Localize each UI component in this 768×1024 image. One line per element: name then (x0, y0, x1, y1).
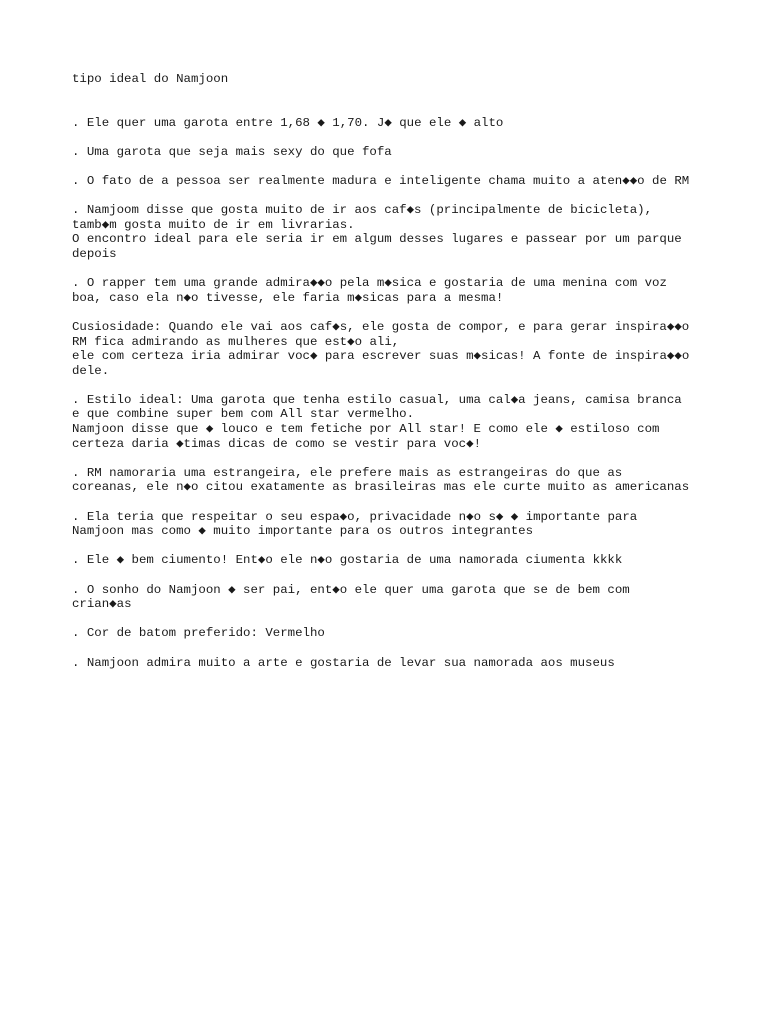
paragraph-line: . Ele quer uma garota entre 1,68 ◆ 1,70. J◆ que ele ◆ alto (72, 115, 504, 130)
paragraph (72, 393, 712, 451)
paragraph-line: . RM namoraria uma estrangeira, ele prefere mais as estrangeiras do que as (72, 465, 623, 480)
paragraph-line: tamb◆m gosta muito de ir em livrarias. (72, 217, 355, 232)
paragraph (72, 174, 712, 189)
paragraph (72, 466, 712, 495)
paragraph (72, 626, 712, 641)
paragraph-line: . Namjoon admira muito a arte e gostaria de levar sua namorada aos museus (72, 655, 615, 670)
paragraph-line: depois (72, 246, 117, 261)
document-body (72, 72, 712, 685)
paragraph-line: . Estilo ideal: Uma garota que tenha estilo casual, uma cal◆a jeans, camisa branca (72, 392, 682, 407)
paragraph-line: . Uma garota que seja mais sexy do que fofa (72, 144, 392, 159)
paragraph-line: coreanas, ele n◆o citou exatamente as brasileiras mas ele curte muito as americanas (72, 480, 690, 495)
paragraph-line: e que combine super bem com All star vermelho. (72, 407, 415, 422)
paragraph (72, 203, 712, 261)
document-title: tipo ideal do Namjoon (72, 72, 229, 86)
paragraph-line: . Cor de batom preferido: Vermelho (72, 626, 325, 641)
paragraph (72, 583, 712, 612)
paragraph-line: O encontro ideal para ele seria ir em algum desses lugares e passear por um parque (72, 232, 682, 247)
paragraph-line: Cusiosidade: Quando ele vai aos caf◆s, ele gosta de compor, e para gerar inspira◆◆o (72, 319, 690, 334)
paragraph-line: RM fica admirando as mulheres que est◆o ali, (72, 334, 400, 349)
paragraph-line: Namjoon disse que ◆ louco e tem fetiche por All star! E como ele ◆ estiloso com (72, 422, 660, 437)
paragraph-line: . O sonho do Namjoon ◆ ser pai, ent◆o ele quer uma garota que se de bem com (72, 582, 630, 597)
paragraph-line: crian◆as (72, 597, 132, 612)
paragraph (72, 320, 712, 378)
paragraph (72, 145, 712, 160)
paragraph (72, 276, 712, 305)
paragraph-line: . O fato de a pessoa ser realmente madura e inteligente chama muito a aten◆◆o de RM (72, 173, 690, 188)
paragraph-line: . Namjoom disse que gosta muito de ir aos caf◆s (principalmente de bicicleta), (72, 203, 653, 218)
paragraph-line: . Ela teria que respeitar o seu espa◆o, privacidade n◆o s◆ ◆ importante para (72, 509, 638, 524)
paragraph-line: ele com certeza iria admirar voc◆ para escrever suas m◆sicas! A fonte de inspira◆◆o (72, 349, 690, 364)
paragraph-line: . Ele ◆ bem ciumento! Ent◆o ele n◆o gostaria de uma namorada ciumenta kkkk (72, 553, 623, 568)
paragraph-line: . O rapper tem uma grande admira◆◆o pela m◆sica e gostaria de uma menina com voz (72, 276, 667, 291)
paragraph (72, 553, 712, 568)
paragraph (72, 510, 712, 539)
paragraph-line: dele. (72, 363, 110, 378)
paragraph-line: certeza daria ◆timas dicas de como se vestir para voc◆! (72, 436, 482, 451)
paragraph-line: boa, caso ela n◆o tivesse, ele faria m◆sicas para a mesma! (72, 290, 504, 305)
paragraph-list (72, 116, 712, 671)
paragraph (72, 116, 712, 131)
paragraph-line: Namjoon mas como ◆ muito importante para os outros integrantes (72, 524, 534, 539)
paragraph (72, 656, 712, 671)
